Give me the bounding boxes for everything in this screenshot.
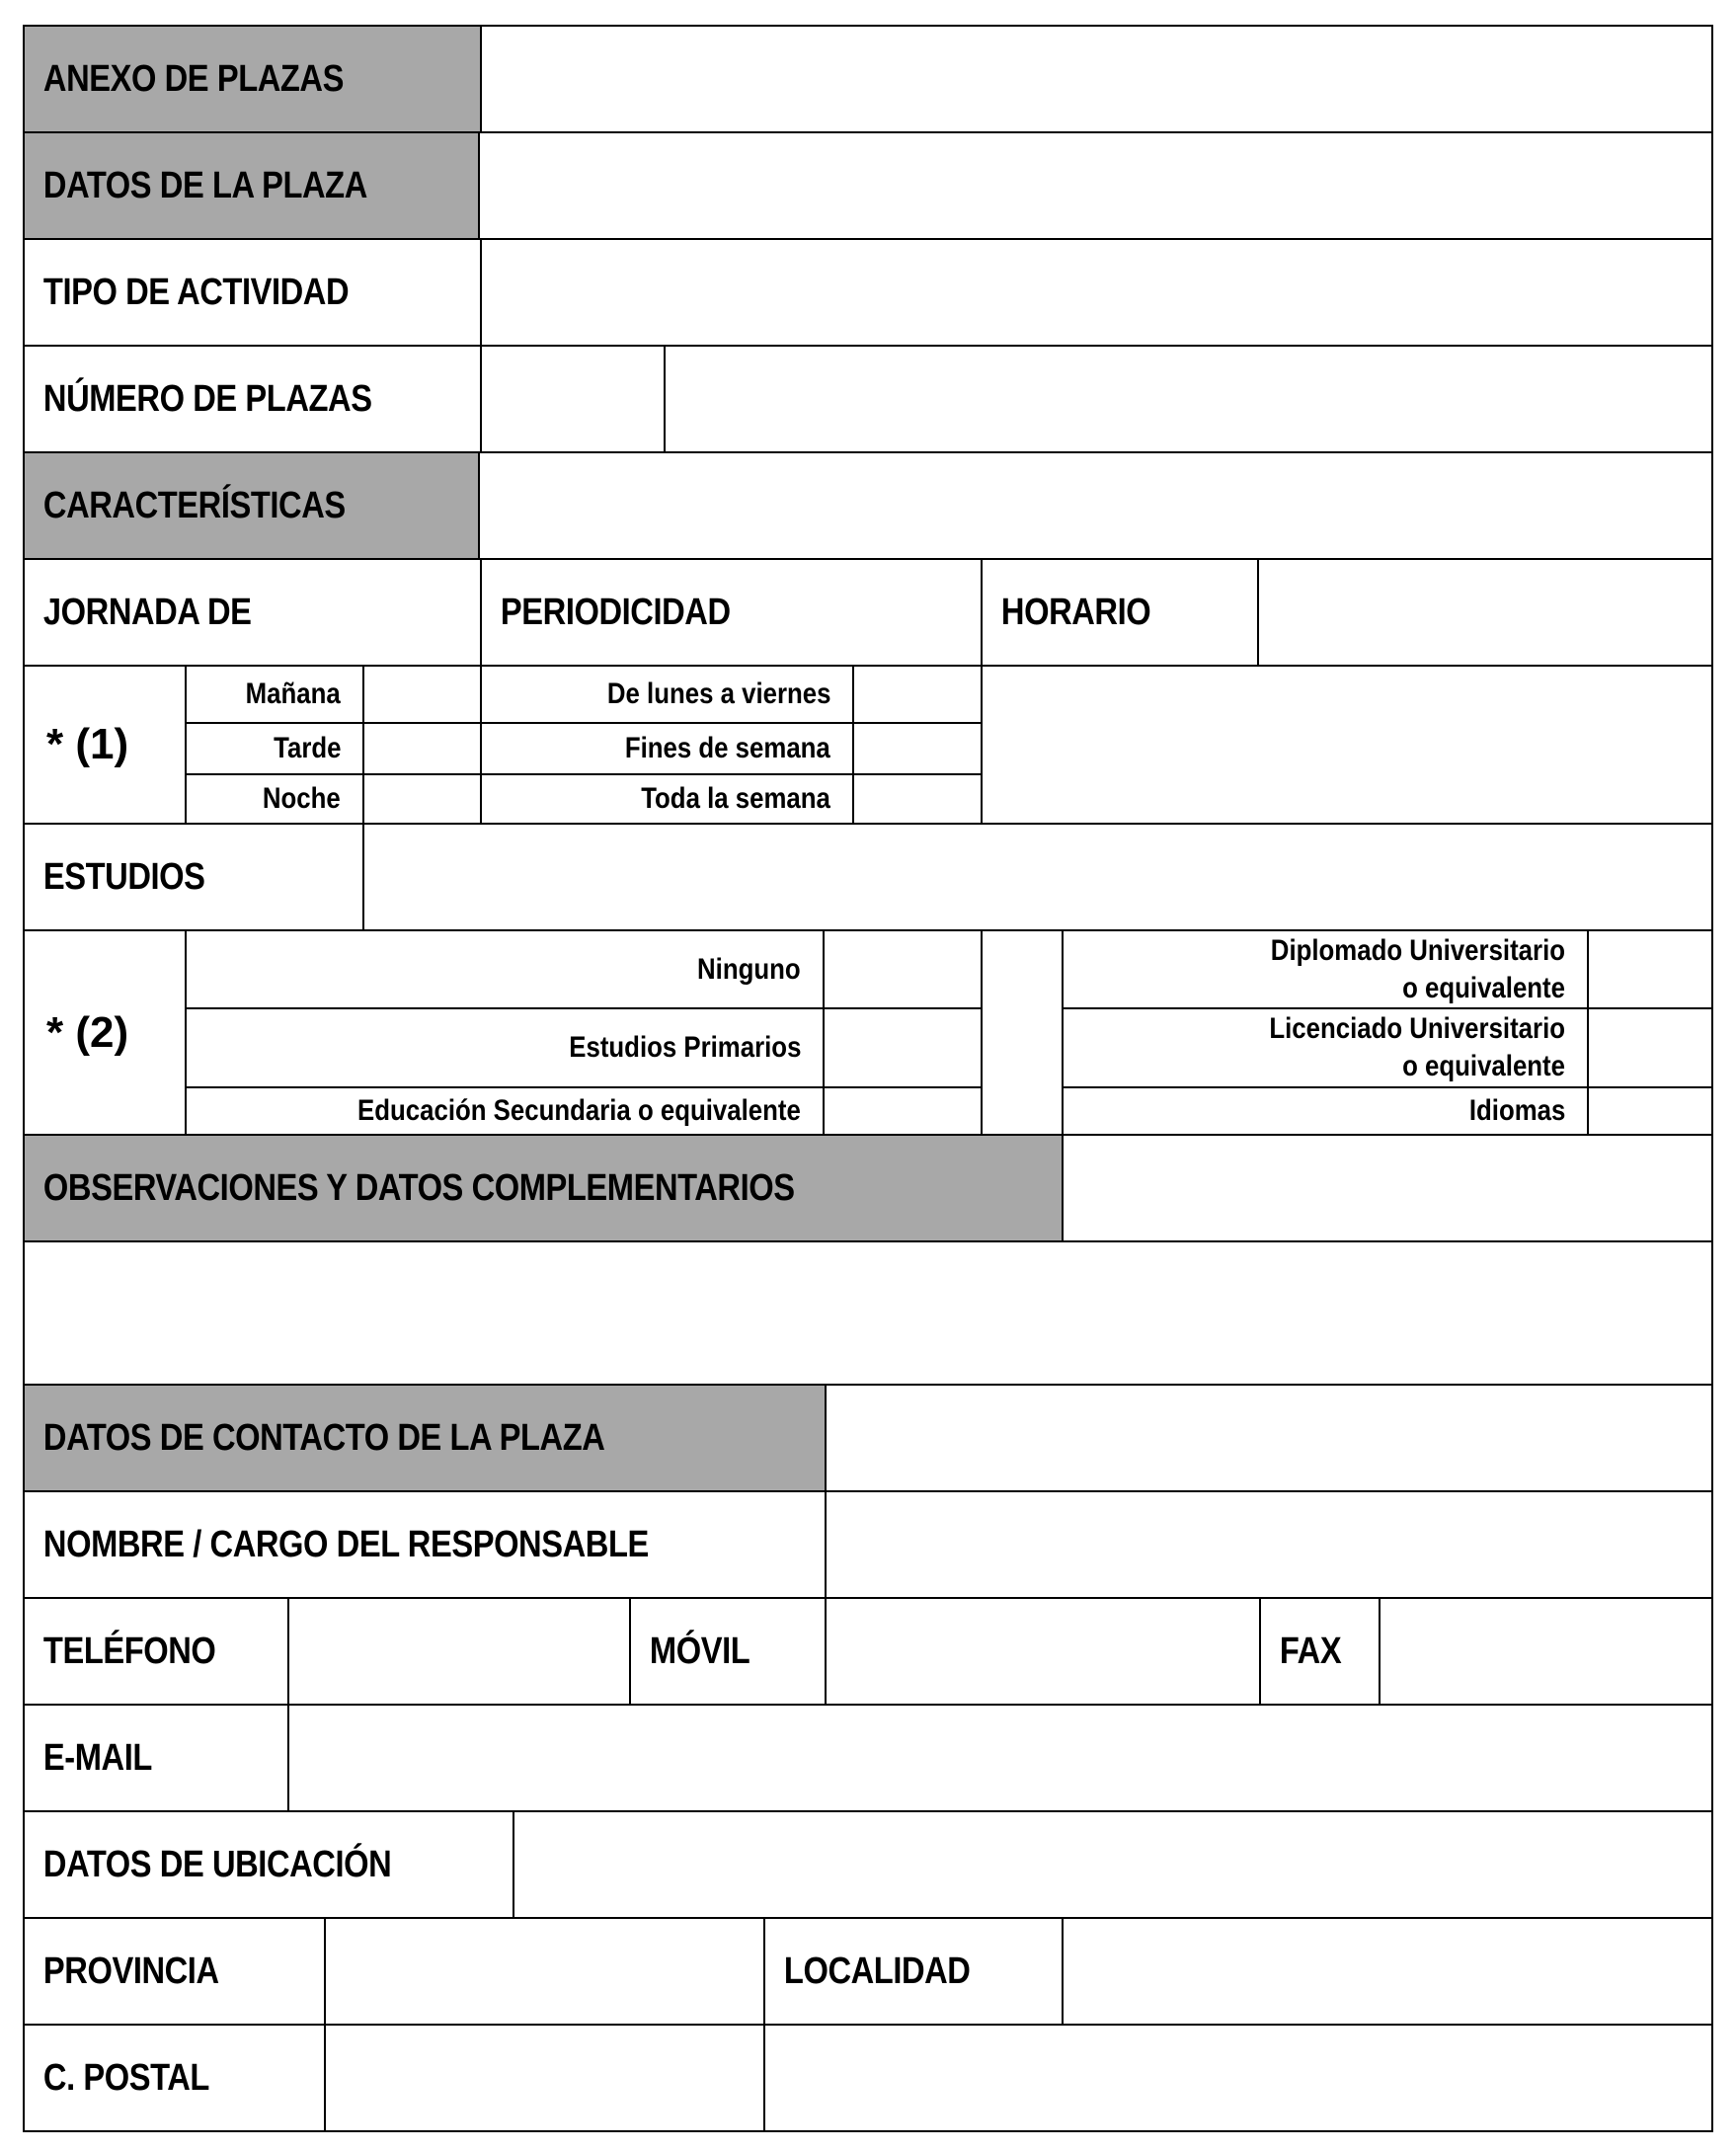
provincia-cell [23,1917,326,2026]
jornada-de-label: JORNADA DE [42,591,252,633]
telefono-field[interactable] [287,1597,631,1706]
estudios-option-ninguno [185,929,825,1009]
estudios-option-label: Diplomado Universitario o equivalente [1270,933,1565,1004]
datos-de-contacto-header [23,1384,827,1492]
note-2-cell [23,929,187,1136]
movil-label: MÓVIL [649,1630,750,1672]
localidad-cell [763,1917,1064,2026]
horario-label: HORARIO [1000,591,1151,633]
estudios-licenciado-checkbox[interactable] [1587,1007,1713,1088]
jornada-option-manana [185,665,364,724]
provincia-label: PROVINCIA [42,1950,219,1992]
fax-label: FAX [1279,1630,1342,1672]
estudios-secundaria-checkbox[interactable] [823,1086,983,1136]
jornada-option-tarde [185,722,364,775]
periodicidad-option-label: De lunes a viernes [606,677,830,710]
note-2-label: * (2) [46,1007,129,1057]
numero-de-plazas-extra-field[interactable] [664,345,1713,453]
note-1-label: * (1) [46,720,129,768]
periodicidad-toda-la-semana-checkbox[interactable] [852,773,983,825]
observaciones-header-field[interactable] [1062,1134,1713,1242]
datos-de-contacto-label: DATOS DE CONTACTO DE LA PLAZA [42,1416,605,1459]
datos-de-la-plaza-field[interactable] [478,131,1713,240]
periodicidad-lunes-viernes-checkbox[interactable] [852,665,983,724]
estudios-diplomado-checkbox[interactable] [1587,929,1713,1009]
jornada-option-label: Noche [263,782,341,815]
localidad-label: LOCALIDAD [783,1950,971,1992]
observaciones-textarea[interactable] [23,1240,1713,1386]
datos-de-la-plaza-header [23,131,480,240]
provincia-field[interactable] [324,1917,765,2026]
observaciones-header [23,1134,1064,1242]
estudios-option-primarios [185,1007,825,1088]
estudios-option-label: Educación Secundaria o equivalente [357,1094,801,1127]
estudios-option-label: Ninguno [697,952,801,986]
caracteristicas-label: CARACTERÍSTICAS [42,484,346,526]
periodicidad-label: PERIODICIDAD [500,591,731,633]
anexo-de-plazas-label: ANEXO DE PLAZAS [42,57,344,100]
estudios-option-licenciado [1062,1007,1589,1088]
email-field[interactable] [287,1704,1713,1812]
jornada-manana-checkbox[interactable] [362,665,482,724]
tipo-de-actividad-field[interactable] [480,238,1713,347]
email-label: E-MAIL [42,1736,152,1779]
fax-field[interactable] [1379,1597,1713,1706]
estudios-option-idiomas [1062,1086,1589,1136]
numero-de-plazas-cell [23,345,482,453]
jornada-de-cell [23,558,482,667]
movil-field[interactable] [825,1597,1261,1706]
estudios-spacer-cell [981,929,1064,1136]
caracteristicas-header [23,451,480,560]
horario-field[interactable] [1257,558,1713,667]
jornada-option-noche [185,773,364,825]
telefono-label: TELÉFONO [42,1630,216,1672]
localidad-field[interactable] [1062,1917,1713,2026]
anexo-de-plazas-header [23,25,482,133]
jornada-tarde-checkbox[interactable] [362,722,482,775]
caracteristicas-field[interactable] [478,451,1713,560]
estudios-cell [23,823,364,931]
estudios-label: ESTUDIOS [42,855,205,898]
tipo-de-actividad-label: TIPO DE ACTIVIDAD [42,271,350,313]
datos-de-ubicacion-cell [23,1810,514,1919]
estudios-option-label: Licenciado Universitario o equivalente [1269,1012,1565,1082]
movil-cell [629,1597,827,1706]
estudios-option-label: Estudios Primarios [568,1031,801,1064]
datos-de-la-plaza-label: DATOS DE LA PLAZA [42,164,367,206]
periodicidad-option-fines-de-semana [480,722,854,775]
telefono-cell [23,1597,289,1706]
periodicidad-option-label: Toda la semana [641,782,830,815]
periodicidad-fines-de-semana-checkbox[interactable] [852,722,983,775]
codigo-postal-cell [23,2024,326,2132]
horario-cell [981,558,1259,667]
datos-de-contacto-field[interactable] [825,1384,1713,1492]
periodicidad-option-label: Fines de semana [625,732,830,764]
codigo-postal-field[interactable] [324,2024,765,2132]
estudios-option-diplomado [1062,929,1589,1009]
datos-de-ubicacion-label: DATOS DE UBICACIÓN [42,1843,392,1885]
codigo-postal-extra-field[interactable] [763,2024,1713,2132]
datos-de-ubicacion-field[interactable] [513,1810,1713,1919]
codigo-postal-label: C. POSTAL [42,2056,209,2099]
estudios-field[interactable] [362,823,1713,931]
fax-cell [1259,1597,1381,1706]
nombre-cargo-field[interactable] [825,1490,1713,1599]
email-cell [23,1704,289,1812]
tipo-de-actividad-cell [23,238,482,347]
jornada-noche-checkbox[interactable] [362,773,482,825]
horario-detail-field[interactable] [981,665,1713,825]
nombre-cargo-cell [23,1490,827,1599]
note-1-cell [23,665,187,825]
numero-de-plazas-label: NÚMERO DE PLAZAS [42,377,372,420]
periodicidad-cell [480,558,983,667]
estudios-ninguno-checkbox[interactable] [823,929,983,1009]
jornada-option-label: Tarde [273,732,341,764]
estudios-option-label: Idiomas [1468,1094,1565,1127]
numero-de-plazas-field[interactable] [480,345,666,453]
observaciones-label: OBSERVACIONES Y DATOS COMPLEMENTARIOS [42,1166,795,1209]
estudios-idiomas-checkbox[interactable] [1587,1086,1713,1136]
periodicidad-option-lunes-viernes [480,665,854,724]
anexo-de-plazas-field[interactable] [480,25,1713,133]
periodicidad-option-toda-la-semana [480,773,854,825]
estudios-primarios-checkbox[interactable] [823,1007,983,1088]
jornada-option-label: Mañana [245,677,341,710]
estudios-option-secundaria [185,1086,825,1136]
nombre-cargo-label: NOMBRE / CARGO DEL RESPONSABLE [42,1523,649,1565]
